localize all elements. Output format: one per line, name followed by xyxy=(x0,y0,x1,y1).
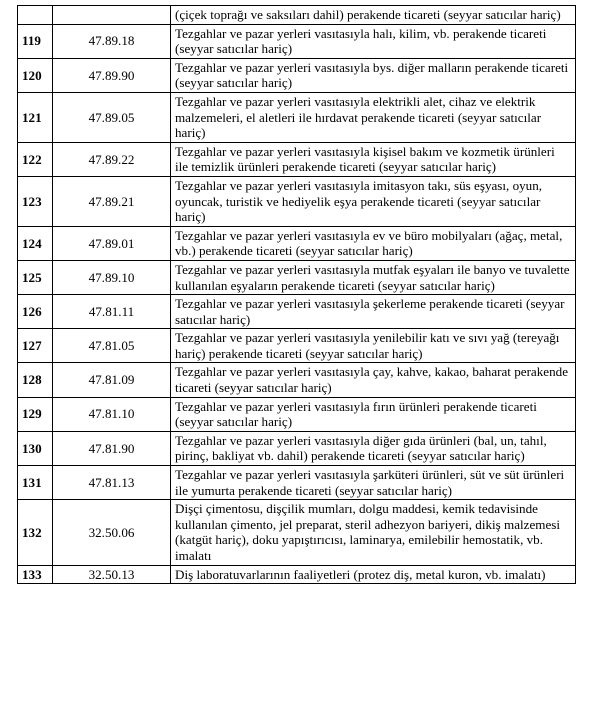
row-number: 124 xyxy=(18,226,53,260)
activity-code: 47.89.01 xyxy=(53,226,171,260)
table-row xyxy=(18,58,576,92)
row-number: 119 xyxy=(18,24,53,58)
table-row xyxy=(18,295,576,329)
activity-description: Tezgahlar ve pazar yerleri vasıtasıyla fırın ürünleri perakende ticareti (seyyar satıcılar hariç) xyxy=(171,397,576,431)
activity-code: 47.89.05 xyxy=(53,92,171,142)
activity-description: Tezgahlar ve pazar yerleri vasıtasıyla şekerleme perakende ticareti (seyyar satıcılar hariç) xyxy=(171,295,576,329)
activity-code: 32.50.13 xyxy=(53,565,171,584)
table-row xyxy=(18,397,576,431)
row-number xyxy=(18,6,53,25)
table-row xyxy=(18,363,576,397)
activity-code: 47.89.18 xyxy=(53,24,171,58)
table-row xyxy=(18,6,576,25)
activity-description: Tezgahlar ve pazar yerleri vasıtasıyla mutfak eşyaları ile banyo ve tuvalette kullanılan eşyaların perakende ticareti (seyyar satıcılar hariç) xyxy=(171,260,576,294)
activity-code: 47.81.11 xyxy=(53,295,171,329)
activity-description: Dişçi çimentosu, dişçilik mumları, dolgu maddesi, kemik tedavisinde kullanılan çimento, jel preparat, steril adhezyon bariyeri, dikiş malzemesi (katgüt hariç), doku yapıştırıcısı, laminarya, emilebilir hemostatik, vb. imalatı xyxy=(171,500,576,565)
row-number: 125 xyxy=(18,260,53,294)
row-number: 129 xyxy=(18,397,53,431)
row-number: 132 xyxy=(18,500,53,565)
activity-description: Tezgahlar ve pazar yerleri vasıtasıyla ev ve büro mobilyaları (ağaç, metal, vb.) perakende ticareti (seyyar satıcılar hariç) xyxy=(171,226,576,260)
activity-code: 47.89.22 xyxy=(53,142,171,176)
row-number: 127 xyxy=(18,329,53,363)
activity-description: Tezgahlar ve pazar yerleri vasıtasıyla bys. diğer malların perakende ticareti (seyyar satıcılar hariç) xyxy=(171,58,576,92)
activity-code: 32.50.06 xyxy=(53,500,171,565)
row-number: 126 xyxy=(18,295,53,329)
activity-description: Tezgahlar ve pazar yerleri vasıtasıyla kişisel bakım ve kozmetik ürünleri ile temizlik ürünleri perakende ticareti (seyyar satıcılar hariç) xyxy=(171,142,576,176)
activity-code xyxy=(53,6,171,25)
table-row xyxy=(18,565,576,584)
row-number: 123 xyxy=(18,176,53,226)
row-number: 133 xyxy=(18,565,53,584)
activity-code-table xyxy=(17,5,576,584)
activity-description: Tezgahlar ve pazar yerleri vasıtasıyla imitasyon takı, süs eşyası, oyun, oyuncak, turistik ve hediyelik eşya perakende ticareti (seyyar satıcılar hariç) xyxy=(171,176,576,226)
activity-code: 47.81.13 xyxy=(53,466,171,500)
activity-code: 47.81.05 xyxy=(53,329,171,363)
table-row xyxy=(18,226,576,260)
table-row xyxy=(18,431,576,465)
row-number: 122 xyxy=(18,142,53,176)
table-row xyxy=(18,24,576,58)
table-row xyxy=(18,500,576,565)
table-row xyxy=(18,329,576,363)
activity-description: (çiçek toprağı ve saksıları dahil) perakende ticareti (seyyar satıcılar hariç) xyxy=(171,6,576,25)
row-number: 130 xyxy=(18,431,53,465)
row-number: 121 xyxy=(18,92,53,142)
activity-code: 47.81.09 xyxy=(53,363,171,397)
row-number: 131 xyxy=(18,466,53,500)
row-number: 120 xyxy=(18,58,53,92)
activity-code: 47.89.10 xyxy=(53,260,171,294)
activity-description: Tezgahlar ve pazar yerleri vasıtasıyla halı, kilim, vb. perakende ticareti (seyyar satıcılar hariç) xyxy=(171,24,576,58)
table-row xyxy=(18,92,576,142)
table-row xyxy=(18,260,576,294)
activity-description: Tezgahlar ve pazar yerleri vasıtasıyla diğer gıda ürünleri (bal, un, tahıl, pirinç, bakliyat vb. dahil) perakende ticareti (seyyar satıcılar hariç) xyxy=(171,431,576,465)
table-row xyxy=(18,142,576,176)
activity-description: Diş laboratuvarlarının faaliyetleri (protez diş, metal kuron, vb. imalatı) xyxy=(171,565,576,584)
activity-description: Tezgahlar ve pazar yerleri vasıtasıyla elektrikli alet, cihaz ve elektrik malzemeleri, el aletleri ile hırdavat perakende ticareti (seyyar satıcılar hariç) xyxy=(171,92,576,142)
activity-code: 47.81.10 xyxy=(53,397,171,431)
activity-description: Tezgahlar ve pazar yerleri vasıtasıyla çay, kahve, kakao, baharat perakende ticareti (seyyar satıcılar hariç) xyxy=(171,363,576,397)
activity-description: Tezgahlar ve pazar yerleri vasıtasıyla yenilebilir katı ve sıvı yağ (tereyağı hariç) perakende ticareti (seyyar satıcılar hariç) xyxy=(171,329,576,363)
row-number: 128 xyxy=(18,363,53,397)
activity-code: 47.89.21 xyxy=(53,176,171,226)
table-row xyxy=(18,176,576,226)
activity-code: 47.89.90 xyxy=(53,58,171,92)
table-row xyxy=(18,466,576,500)
activity-description: Tezgahlar ve pazar yerleri vasıtasıyla şarküteri ürünleri, süt ve süt ürünleri ile yumurta perakende ticareti (seyyar satıcılar hariç) xyxy=(171,466,576,500)
activity-code: 47.81.90 xyxy=(53,431,171,465)
